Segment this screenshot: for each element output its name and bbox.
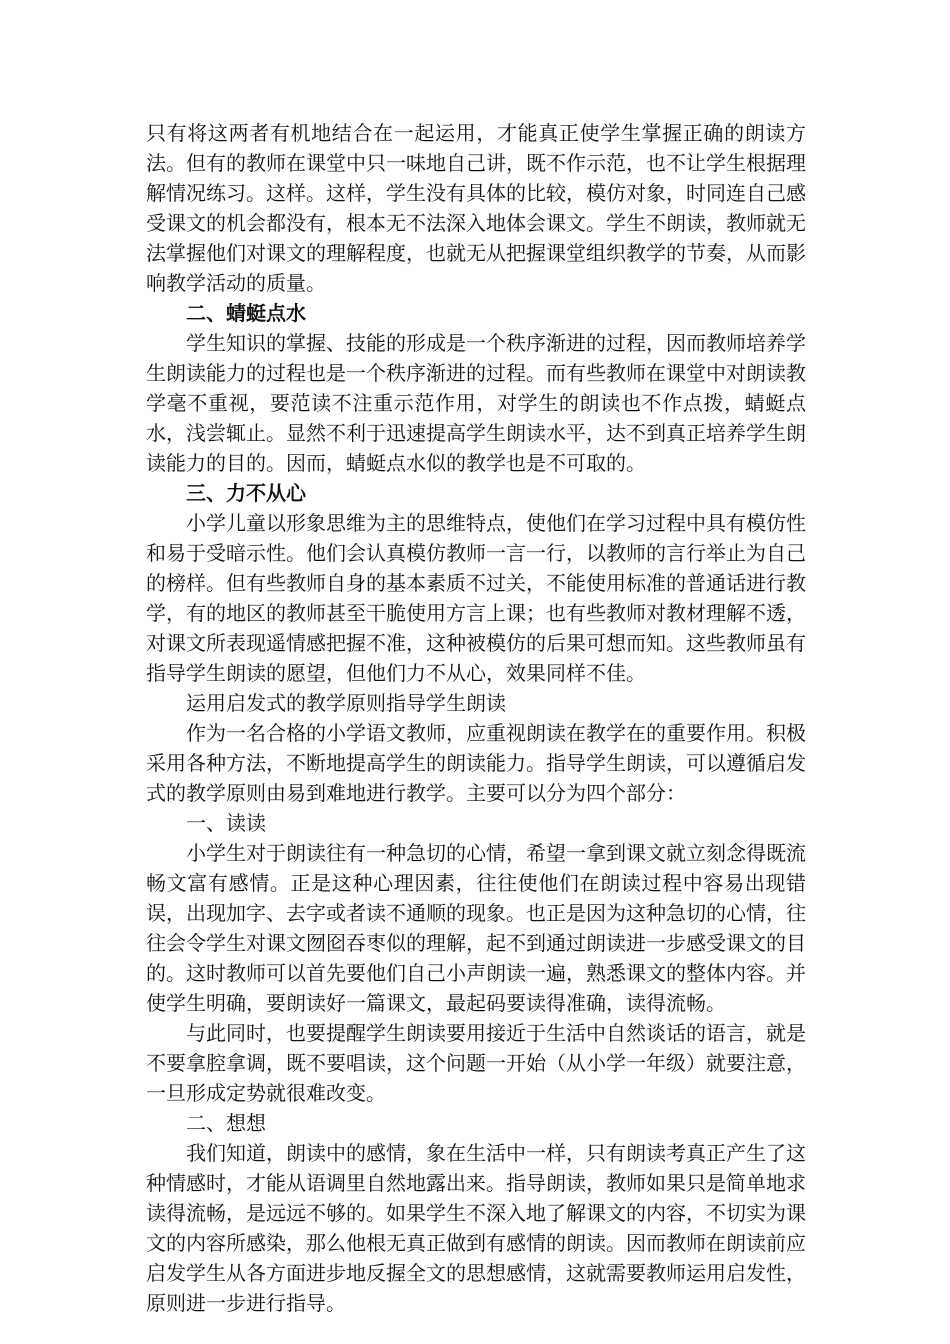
body-paragraph: 学生知识的掌握、技能的形成是一个秩序渐进的过程，因而教师培养学生朗读能力的过程也是一个秩序渐进的过程。而有些教师在课堂中对朗读教学毫不重视，要范读不注重示范作用，对学生的朗读也不作点拨，蜻蜓点水，浅尝辄止。显然不利于迅速提高学生朗读水平，达不到真正培养学生朗读能力的目的。因而，蜻蜓点水似的教学也是不可取的。 [146,331,806,475]
document-page [146,118,806,1318]
body-paragraph: 只有将这两者有机地结合在一起运用，才能真正使学生掌握正确的朗读方法。但有的教师在课堂中只一味地自己讲，既不作示范，也不让学生根据理解情况练习。这样。这样，学生没有具体的比较，模仿对象，时同连自己感受课文的机会都没有，根本无不法深入地体会课文。学生不朗读，教师就无法掌握他们对课文的理解程度，也就无从把握课堂组织教学的节奏，从而影响教学活动的质量。 [146,121,806,295]
body-paragraph: 作为一名合格的小学语文教师，应重视朗读在教学在的重要作用。积极采用各种方法，不断地提高学生的朗读能力。指导学生朗读，可以遵循启发式的教学原则由易到难地进行教学。主要可以分为四个部分： [146,721,806,805]
section-heading: 三、力不从心 [186,481,306,505]
section-heading: 一、读读 [186,811,266,835]
body-paragraph: 小学儿童以形象思维为主的思维特点，使他们在学习过程中具有模仿性和易于受暗示性。他们会认真模仿教师一言一行，以教师的言行举止为自己的榜样。但有些教师自身的基本素质不过关，不能使用标准的普通话进行教学，有的地区的教师甚至干脆使用方言上课；也有些教师对教材理解不透，对课文所表现遥情感把握不准，这种被模仿的后果可想而知。这些教师虽有指导学生朗读的愿望，但他们力不从心，效果同样不佳。 [146,511,806,685]
section-heading: 二、想想 [186,1111,266,1135]
body-paragraph: 我们知道，朗读中的感情，象在生活中一样，只有朗读考真正产生了这种情感时，才能从语调里自然地露出来。指导朗读，教师如果只是简单地求读得流畅，是远远不够的。如果学生不深入地了解课文的内容，不切实为课文的内容所感染，那么他根无真正做到有感情的朗读。因而教师在朗读前应启发学生从各方面进步地反握全文的思想感情，这就需要教师运用启发性，原则进一步进行指导。 [146,1141,806,1315]
body-paragraph: 与此同时，也要提醒学生朗读要用接近于生活中自然谈话的语言，就是不要拿腔拿调，既不要唱读，这个问题一开始（从小学一年级）就要注意，一旦形成定势就很难改变。 [146,1021,806,1105]
body-paragraph: 小学生对于朗读往有一种急切的心情，希望一拿到课文就立刻念得既流畅文富有感情。正是这种心理因素，往往使他们在朗读过程中容易出现错误，出现加字、去字或者读不通顺的现象。也正是因为这种急切的心情，往往会令学生对课文囫囵吞枣似的理解，起不到通过朗读进一步感受课文的目的。这时教师可以首先要他们自己小声朗读一遍，熟悉课文的整体内容。并使学生明确，要朗读好一篇课文，最起码要读得准确，读得流畅。 [146,841,806,1015]
section-heading: 二、蜻蜓点水 [186,301,306,325]
section-heading: 运用启发式的教学原则指导学生朗读 [186,691,506,715]
